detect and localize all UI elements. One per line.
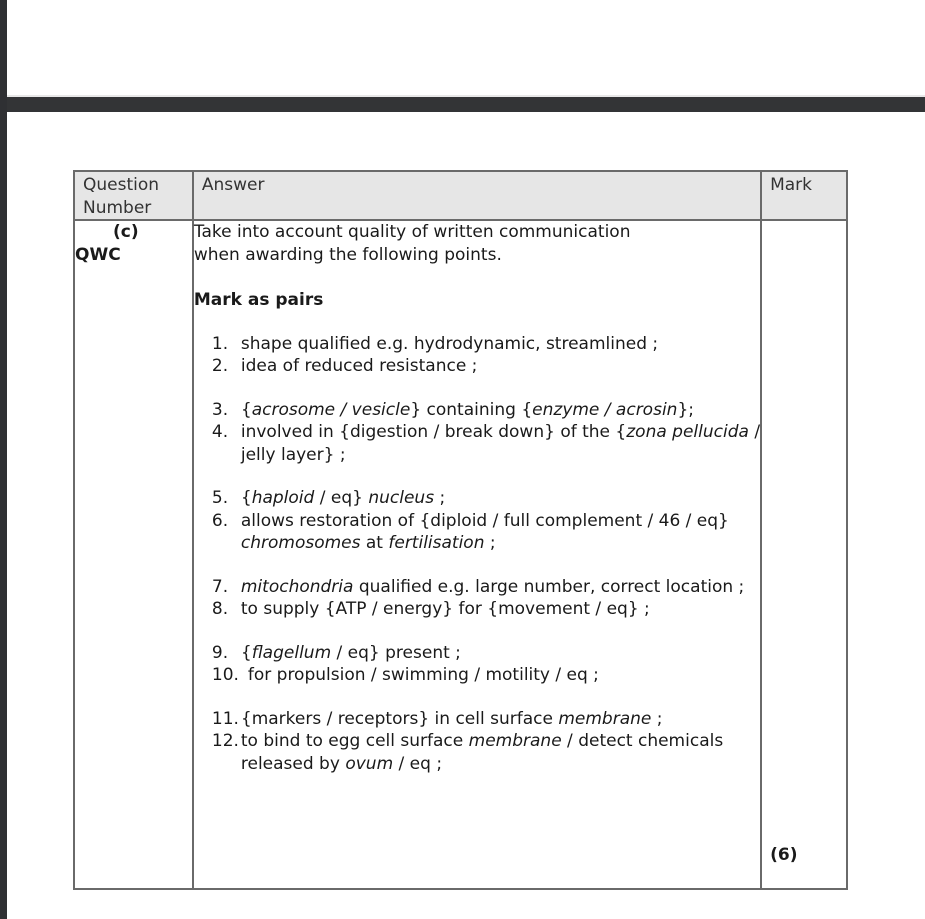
italic-term: membrane [558,708,652,729]
text-segment: / eq} [314,488,369,508]
text-segment: {markers / receptors} in cell surface [240,708,559,729]
marking-point-number: 12. [211,731,239,751]
text-segment: idea of reduced resistance ; [240,356,478,376]
mark-cell [761,220,847,889]
table-header-row [74,171,847,220]
text-segment: for propulsion / swimming / motility / eq ; [247,665,599,685]
marking-point-pair [212,642,760,687]
italic-term: haploid [251,488,315,508]
text-segment: allows restoration of {diploid / full complement / 46 / eq} [240,510,729,531]
marking-point-number: 6. [211,510,229,531]
italic-term: chromosomes [240,533,361,553]
marking-point-pair [212,576,760,621]
italic-term: flagellum [251,642,332,663]
marking-point-pair [212,708,760,776]
marking-point-number: 3. [211,399,229,420]
marking-point-text [241,708,760,731]
italic-term: zona pellucida [626,422,749,442]
marking-point-text [241,421,760,466]
italic-term: ovum [345,753,394,774]
text-segment: / detect chemicals released by [240,731,724,774]
italic-term: nucleus [368,488,435,508]
text-segment: / eq} present ; [331,642,461,663]
marking-point [212,642,760,665]
marking-point-text [241,487,760,510]
text-segment: to bind to egg cell surface [240,731,469,751]
qwc-label: QWC [75,244,121,265]
text-segment: { [240,488,252,508]
italic-term: membrane [468,731,562,751]
text-segment: qualified e.g. large number, correct location ; [353,576,745,597]
marking-point-text [241,399,760,422]
marking-point-text [241,598,760,621]
marking-point [212,399,760,422]
header-question-number: Question Number [74,171,193,220]
answer-cell [193,220,761,889]
marking-point [212,487,760,510]
marking-point-pair [212,333,760,378]
marking-point-text [241,355,760,378]
text-segment: ; [434,488,446,508]
marking-point [212,421,760,466]
marking-point-number: 2. [211,356,229,376]
marking-point [212,664,760,687]
text-segment: }; [677,399,694,420]
marking-point-text [241,730,760,775]
marking-point-number: 11. [211,708,239,729]
marking-point [212,333,760,356]
marking-point [212,598,760,621]
marking-point-text [241,642,760,665]
marking-point [212,510,760,555]
marking-point-number: 7. [211,576,229,597]
marking-point [212,576,760,599]
marking-point-text [248,664,760,687]
marking-point-text [241,333,760,356]
text-segment: shape qualified e.g. hydrodynamic, streamlined ; [240,333,659,354]
italic-term: enzyme / acrosin [532,399,678,420]
italic-term: fertilisation [388,533,485,553]
mark-total: (6) [770,844,798,865]
page-separator [7,97,925,112]
text-segment: involved in {digestion / break down} of the { [240,422,627,442]
marking-point-number: 5. [211,488,229,508]
text-segment: to supply {ATP / energy} for {movement / eq} ; [240,599,650,619]
marking-point [212,708,760,731]
question-number-cell [74,220,193,889]
marking-point-pair [212,399,760,467]
text-segment: ; [484,533,496,553]
mark-as-pairs-heading: Mark as pairs [193,290,324,310]
marking-points-list [194,333,760,776]
italic-term: acrosome / vesicle [251,399,411,420]
qwc-instruction: Take into account quality of written communication when awarding the following points. [193,222,631,265]
text-segment: at [360,533,389,553]
italic-term: mitochondria [240,576,354,597]
text-segment: { [240,399,252,420]
text-segment: ; [651,708,663,729]
question-part: (c) [113,222,139,242]
marking-point-number: 9. [211,642,229,663]
marking-point-number: 8. [211,599,229,619]
marking-point-text [241,510,760,555]
marking-point [212,730,760,775]
marking-point-pair [212,487,760,555]
text-segment: { [240,642,252,663]
text-segment: / eq ; [393,753,443,774]
marking-point [212,355,760,378]
viewer-left-edge [0,0,7,919]
table-row [74,220,847,889]
marking-point-number: 10. [211,665,239,685]
marking-point-text [241,576,760,599]
text-segment: / jelly layer} ; [240,422,761,465]
text-segment: } containing { [410,399,533,420]
header-mark: Mark [761,171,847,220]
header-answer: Answer [193,171,761,220]
marking-point-number: 4. [211,422,229,442]
marking-point-number: 1. [211,333,229,354]
mark-scheme-table [73,170,848,890]
